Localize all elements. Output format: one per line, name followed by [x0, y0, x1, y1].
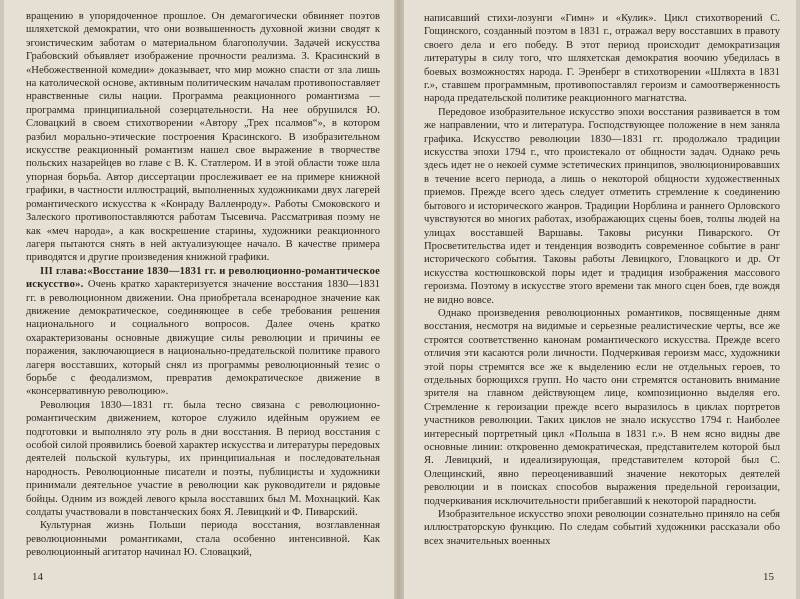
chapter-title: «Восстание 1830—1831 гг. и революционно-романтическое искусство».: [26, 265, 380, 291]
book-gutter: [394, 0, 404, 599]
paragraph: Культурная жизнь Польши периода восстания, возглавленная революционными романтиками, стала особенно интенсивной. Как революционный агитатор начинал Ю. Словацкий,: [26, 520, 380, 559]
page-number: 14: [32, 571, 43, 583]
paragraph: Передовое изобразительное искусство эпохи восстания развивается в том же направлении, что и литература. Господствующее положение в нем заняла графика. Искусство революции 1830—1831 гг. продолжало традиции искусства эпохи 1794 г., что проистекало от общности задач. Однако речь здесь идет не о некоей сумме эстетических принципов, эволюционировавших в течение всего периода, а лишь о некоторой общности художественных приемов. Прежде всего здесь следует отметить стремление к соединению бытового и исторического жанров. Традиции Норблина и раннего Орловского чувствуются во многих работах, изображающих сцены боев, толпы людей на улицах восставшей Варшавы. Таковы рисунки Пиварского. От Просветительства идет и тенденция возводить современное событие в ранг исторического события. Таковы работы Левицкого, Гловацкого и др. От искусства костюшковской поры идет и традиция изображения массового героизма. Поэтому в искусстве этого времени так много сцен боев, где вождя не видно вовсе.: [424, 106, 780, 306]
right-page: [404, 0, 796, 599]
left-page-text: [26, 10, 380, 560]
paragraph: Революция 1830—1831 гг. была тесно связана с революционно-романтическим движением, которое служило идейным оружием ее подготовки и выполняло эту роль в дни восстания. В период восстания с особой силой проявились боевой характер искусства и литературы передовых деятелей польской культуры, их принципиальная и последовательная народность. Революционные писатели и поэты, публицисты и художники принимали деятельное участие в революции как руководители и рядовые бойцы. Одним из вождей левого крыла восставших был М. Мохнацкий. Как солдаты участвовали в повстанческих боях Я. Левицкий и Ф. Пиварский.: [26, 399, 380, 519]
page-number: 15: [763, 571, 774, 583]
paragraph: Однако произведения революционных романтиков, посвященные дням восстания, несмотря на видимые и серьезные реалистические черты, все же строятся соответственно канонам романтического искусства. Прежде всего отличия эти касаются роли личности. Подчеркивая героизм масс, художники этой поры стремятся все же к выделению если не отдельных героев, то отдельных борющихся групп. Но часто они стремятся остановить внимание зрителя на главном действующем лице, композиционно выделяя его. Стремление к героизации прежде всего выразилось в циклах портретов участников революции. Таких циклов не знало искусство 1794 г. Наиболее интересный портретный цикл «Польша в 1831 г.». В нем ясно видны две основные линии: откровенно демократическая, представителем которой был Я. Левицкий, и идеализирующая, представителем которой был С. Олещинский, явно переоценивавший значение некоторых деятелей революции и в поисках способов выражения предельной героизации, подчеркивания исключительности прибегавший к некоторой парадности.: [424, 307, 780, 507]
paragraph: написавший стихи-лозунги «Гимн» и «Кулик». Цикл стихотворений С. Гощинского, созданный поэтом в 1831 г., отражал веру восставших в правоту своего дела и его победу. В этот период происходит демократизация литературы в силу того, что шляхетская демократия воочию убедилась в боевых возможностях народа. Г. Эренберг в стихотворении «Шляхта в 1831 г.», ставшем программным, противопоставлял героизм и самоотверженность народа предательской политике реакционного магнатства.: [424, 13, 780, 105]
chapter-label: III глава:: [40, 265, 88, 277]
paragraph: вращению в упорядоченное прошлое. Он демагогически обвиняет поэтов шляхетской демократии, что они возвышенность духовной жизни сводят к эгоистическим заботам о материальном благополучии. Задачей искусства Грабовский объявляет изображение прочности реализма. З. Красинский в «Небожественной комедии» доказывает, что мир можно спасти от зла лишь на католической основе, активным политическим началам противопоставляет нравственные силы нации. Программа реакционного романтизма — программа принципиальной созерцательности. На нее обрушился Ю. Словацкий в своем стихотворении «Автору „Трех псалмов“», в котором разбил морально-этические построения Красинского. В изобразительном искусстве реакционный романтизм нашел свое выражение в творчестве польских назарейцев во главе с В. К. Статлером. И в этой области тоже шла упорная борьба. Автор диссертации прослеживает ее на примере книжной графики, в частности иллюстраций, выполненных художниками двух лагерей романтического искусства к «Конраду Валленроду». Работы Смоковского и Залеского противопоставляются работам Тысевича. Рассматривая поэму не как «меч народа», а как воскрешение старины, художники реакционного лагеря пытаются снять в ней актуализующее начало. В качестве примера приводятся и другие произведения книжной графики.: [26, 11, 380, 264]
chapter-paragraph: [26, 265, 380, 399]
left-page: [4, 0, 394, 599]
right-page-text: [424, 12, 780, 548]
paragraph: Изобразительное искусство эпохи революции сознательно приняло на себя иллюстраторскую функцию. По следам событий художники рассказали обо всех значительных военных: [424, 509, 780, 547]
chapter-summary: Очень кратко характеризуется значение восстания 1830—1831 гг. в революционном движении. Она приобретала всенародное значение как движение демократическое, соединяющее в себе требования решения национального и социального вопросов. Далее очень кратко охарактеризованы основные движущие силы революции и причины ее поражения, заключающиеся в национально-предательской политике правого лагеря восставших, который снял из программы революционный тезис о борьбе с феодализмом, превратив демократическое движение в «консервативную революцию».: [26, 279, 380, 398]
